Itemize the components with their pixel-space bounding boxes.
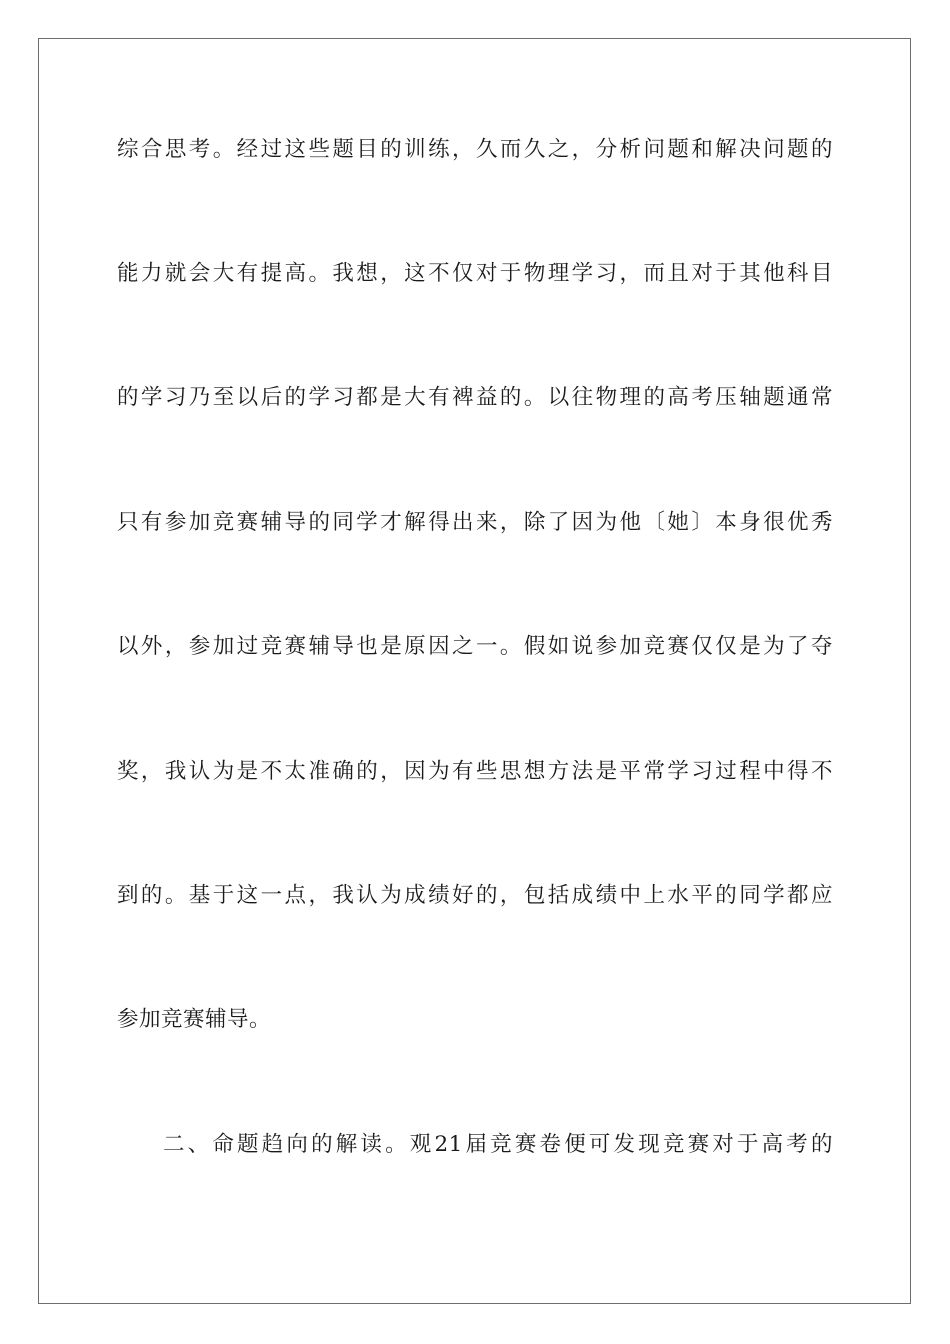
paragraph-line: 到的。基于这一点，我认为成绩好的，包括成绩中上水平的同学都应 (117, 883, 833, 908)
paragraph-line: 能力就会大有提高。我想，这不仅对于物理学习，而且对于其他科目 (117, 261, 833, 286)
paragraph-line: 只有参加竞赛辅导的同学才解得出来，除了因为他〔她〕本身很优秀 (117, 510, 833, 535)
paragraph-line: 奖，我认为是不太准确的，因为有些思想方法是平常学习过程中得不 (117, 759, 833, 784)
paragraph-line: 参加竞赛辅导。 (117, 1007, 272, 1032)
paragraph-line: 二、命题趋向的解读。观21届竞赛卷便可发现竞赛对于高考的 (163, 1132, 833, 1157)
paragraph-line: 的学习乃至以后的学习都是大有裨益的。以往物理的高考压轴题通常 (117, 385, 833, 410)
paragraph-line: 以外，参加过竞赛辅导也是原因之一。假如说参加竞赛仅仅是为了夺 (117, 634, 833, 659)
page-frame (38, 38, 911, 1304)
paragraph-line: 综合思考。经过这些题目的训练，久而久之，分析问题和解决问题的 (117, 137, 833, 162)
